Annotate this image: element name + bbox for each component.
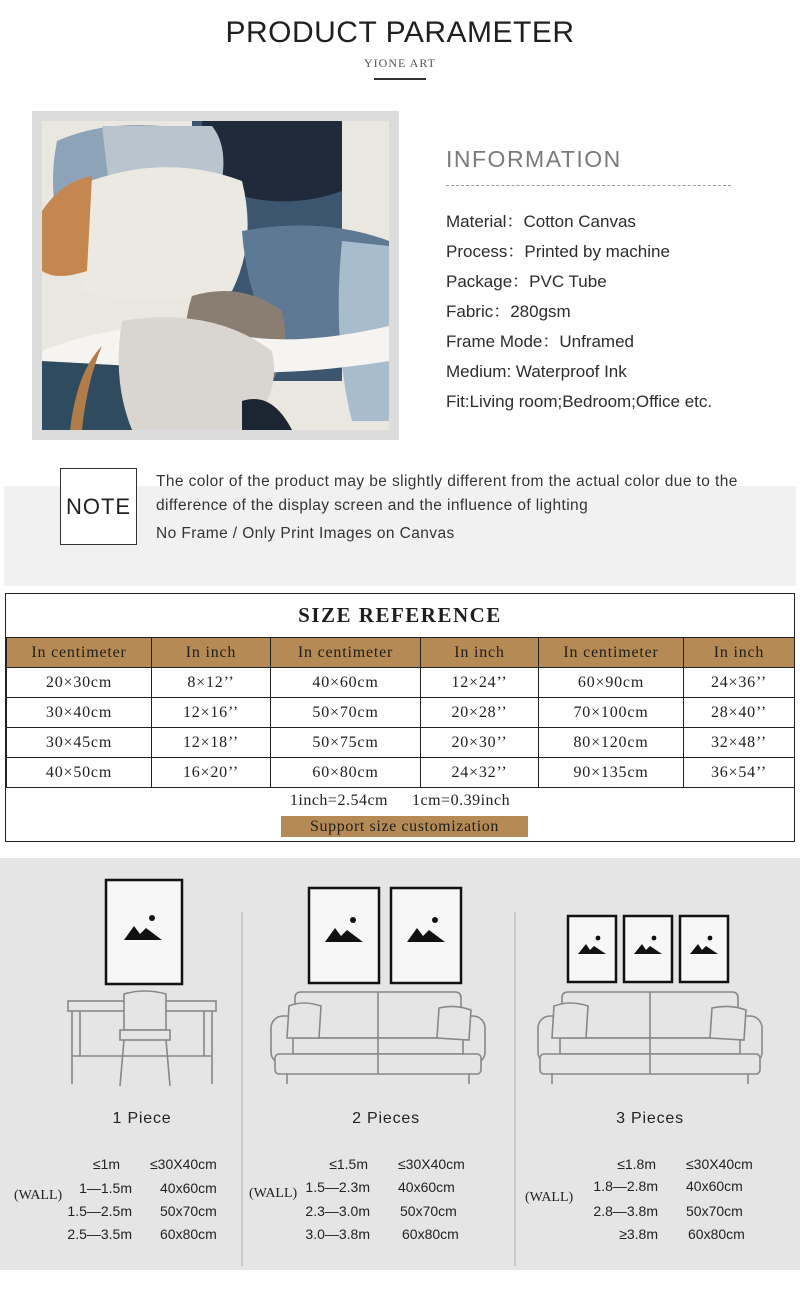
size-table — [6, 637, 795, 788]
distance: 1.8—2.8m — [593, 1178, 658, 1194]
info-process: Process：Printed by machine — [446, 242, 670, 261]
size-table-header — [7, 638, 795, 668]
table-cell: 90×135cm — [539, 758, 684, 788]
header-inch-3: In inch — [684, 638, 795, 668]
table-cell: 50×70cm — [271, 698, 421, 728]
size-reference-panel — [5, 593, 795, 842]
print-size: 50x70cm — [400, 1203, 457, 1219]
wall-label: (WALL) — [525, 1190, 574, 1205]
table-row — [7, 728, 795, 758]
distance: 2.5—3.5m — [67, 1226, 132, 1242]
distance: 1.5—2.3m — [305, 1179, 370, 1195]
header-cm-2: In centimeter — [271, 638, 421, 668]
table-cell: 12×18’’ — [152, 728, 271, 758]
two-pieces-label: 2 Pieces — [352, 1110, 420, 1127]
conversion-cm: 1cm=0.39inch — [412, 792, 511, 809]
note-color-disclaimer: The color of the product may be slightly different from the actual color due to the difference of the display screen and the influence of lighting — [156, 473, 738, 514]
table-cell: 50×75cm — [271, 728, 421, 758]
table-row — [7, 668, 795, 698]
table-cell: 30×40cm — [7, 698, 152, 728]
table-cell: 20×30’’ — [421, 728, 539, 758]
print-size: ≤30X40cm — [150, 1156, 217, 1172]
table-cell: 20×30cm — [7, 668, 152, 698]
print-size: 60x80cm — [160, 1226, 217, 1242]
print-size: 50x70cm — [686, 1203, 743, 1219]
note-label: NOTE — [60, 468, 137, 545]
sofa-icon — [538, 992, 762, 1084]
distance: 2.3—3.0m — [305, 1203, 370, 1219]
unit-conversion — [6, 792, 794, 810]
print-size: 40x60cm — [398, 1179, 455, 1195]
wall-label: (WALL) — [14, 1188, 63, 1203]
distance: 2.8—3.8m — [593, 1203, 658, 1219]
distance: ≤1.8m — [617, 1156, 656, 1172]
sofa-illustration-two — [243, 858, 513, 1098]
table-cell: 30×45cm — [7, 728, 152, 758]
header-cm-3: In centimeter — [539, 638, 684, 668]
customization-badge: Support size customization — [281, 816, 528, 837]
size-reference-title: SIZE REFERENCE — [298, 603, 502, 627]
print-size: 40x60cm — [686, 1178, 743, 1194]
print-size: 50x70cm — [160, 1203, 217, 1219]
wall-placement-guide — [0, 858, 800, 1270]
information-divider — [446, 185, 731, 186]
header-inch-1: In inch — [152, 638, 271, 668]
sofa-illustration-three — [516, 858, 800, 1098]
title-underline — [374, 78, 426, 80]
abstract-artwork — [42, 121, 389, 430]
info-frame-mode: Frame Mode：Unframed — [446, 332, 635, 351]
page-title: PRODUCT PARAMETER — [225, 16, 575, 49]
product-image — [32, 111, 399, 440]
information-heading: INFORMATION — [446, 146, 622, 172]
table-cell: 60×80cm — [271, 758, 421, 788]
print-size: 60x80cm — [688, 1226, 745, 1242]
table-cell: 40×50cm — [7, 758, 152, 788]
print-size: 60x80cm — [402, 1226, 459, 1242]
info-material: Material：Cotton Canvas — [446, 212, 636, 231]
table-cell: 12×24’’ — [421, 668, 539, 698]
table-cell: 8×12’’ — [152, 668, 271, 698]
desk-illustration — [0, 858, 240, 1098]
distance: ≥3.8m — [619, 1226, 658, 1242]
print-size: ≤30X40cm — [398, 1156, 465, 1172]
wall-label: (WALL) — [249, 1186, 298, 1201]
print-size: 40x60cm — [160, 1180, 217, 1196]
table-cell: 20×28’’ — [421, 698, 539, 728]
header-cm-1: In centimeter — [7, 638, 152, 668]
three-pieces-label: 3 Pieces — [616, 1110, 684, 1127]
one-piece-label: 1 Piece — [112, 1110, 172, 1127]
table-row — [7, 758, 795, 788]
note-no-frame: No Frame / Only Print Images on Canvas — [156, 525, 455, 542]
distance: 3.0—3.8m — [305, 1226, 370, 1242]
info-fit: Fit:Living room;Bedroom;Office etc. — [446, 392, 713, 411]
table-cell: 70×100cm — [539, 698, 684, 728]
table-cell: 28×40’’ — [684, 698, 795, 728]
info-medium: Medium: Waterproof Ink — [446, 362, 627, 381]
distance: ≤1m — [92, 1156, 120, 1172]
table-cell: 60×90cm — [539, 668, 684, 698]
desk-icon — [68, 991, 216, 1086]
header-inch-2: In inch — [421, 638, 539, 668]
sofa-icon — [271, 992, 485, 1084]
distance: 1—1.5m — [79, 1180, 132, 1196]
info-fabric: Fabric：280gsm — [446, 302, 571, 321]
print-size: ≤30X40cm — [686, 1156, 753, 1172]
table-cell: 16×20’’ — [152, 758, 271, 788]
table-cell: 40×60cm — [271, 668, 421, 698]
distance: 1.5—2.5m — [67, 1203, 132, 1219]
info-package: Package：PVC Tube — [446, 272, 607, 291]
table-cell: 36×54’’ — [684, 758, 795, 788]
conversion-inch: 1inch=2.54cm — [289, 792, 388, 809]
table-cell: 12×16’’ — [152, 698, 271, 728]
table-cell: 80×120cm — [539, 728, 684, 758]
information-list — [446, 207, 786, 417]
brand-subtitle: YIONE ART — [364, 56, 436, 70]
table-row — [7, 698, 795, 728]
table-cell: 24×36’’ — [684, 668, 795, 698]
distance: ≤1.5m — [329, 1156, 368, 1172]
table-cell: 24×32’’ — [421, 758, 539, 788]
table-cell: 32×48’’ — [684, 728, 795, 758]
